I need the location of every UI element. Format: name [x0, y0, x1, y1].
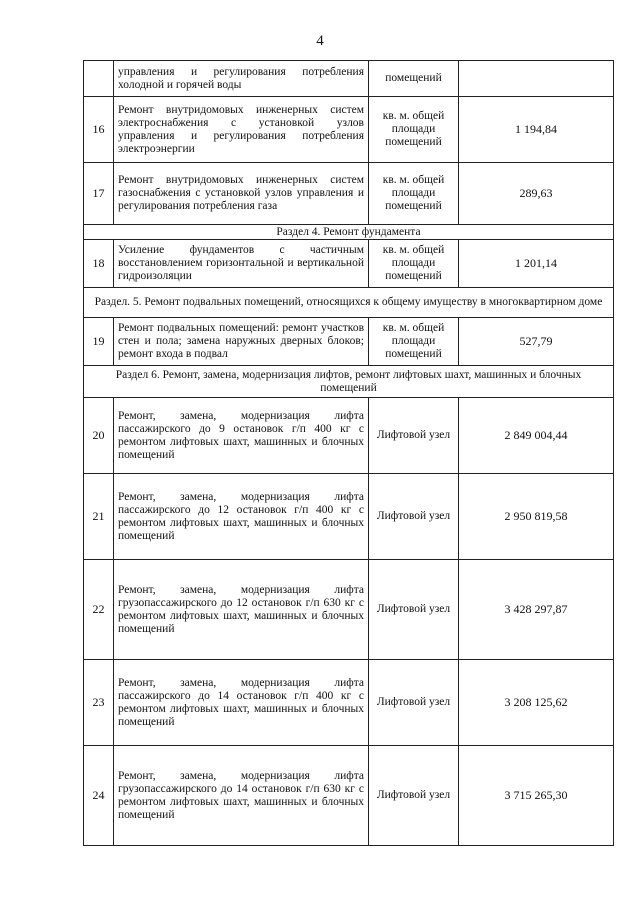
- table-row: [84, 240, 614, 288]
- row-number: 16: [84, 97, 114, 163]
- cost-value: 3 208 125,62: [459, 660, 614, 746]
- work-description: Ремонт, замена, модернизация лифта пассажирского до 12 остановок г/п 400 кг с ремонтом лифтовых шахт, машинных и блочных помещений: [114, 474, 369, 560]
- cost-value: 1 201,14: [459, 240, 614, 288]
- unit-of-measure: кв. м. общей площади помещений: [369, 240, 459, 288]
- row-number: 24: [84, 746, 114, 846]
- row-number: 18: [84, 240, 114, 288]
- page-number: 4: [316, 33, 324, 49]
- cost-value: 527,79: [459, 318, 614, 366]
- cost-value: 2 950 819,58: [459, 474, 614, 560]
- unit-of-measure: помещений: [369, 61, 459, 97]
- table-row: [84, 318, 614, 366]
- work-description: Усиление фундаментов с частичным восстановлением горизонтальной и вертикальной гидроизоляции: [114, 240, 369, 288]
- table-row: [84, 163, 614, 225]
- cost-value: 3 715 265,30: [459, 746, 614, 846]
- row-number: 21: [84, 474, 114, 560]
- unit-of-measure: кв. м. общей площади помещений: [369, 318, 459, 366]
- work-description: Ремонт, замена, модернизация лифта пассажирского до 14 остановок г/п 400 кг с ремонтом лифтовых шахт, машинных и блочных помещений: [114, 660, 369, 746]
- cost-value: 1 194,84: [459, 97, 614, 163]
- section-heading: Раздел. 5. Ремонт подвальных помещений, относящихся к общему имуществу в многоквартирном доме: [84, 288, 614, 318]
- table-row: [84, 660, 614, 746]
- row-number: 22: [84, 560, 114, 660]
- work-description: управления и регулирования потребления холодной и горячей воды: [114, 61, 369, 97]
- cost-value: 2 849 004,44: [459, 398, 614, 474]
- unit-of-measure: кв. м. общей площади помещений: [369, 97, 459, 163]
- row-number: 20: [84, 398, 114, 474]
- section-row: [84, 366, 614, 398]
- table-row: [84, 746, 614, 846]
- section-row: [84, 288, 614, 318]
- unit-of-measure: Лифтовой узел: [369, 560, 459, 660]
- section-row: [84, 225, 614, 240]
- work-description: Ремонт, замена, модернизация лифта пассажирского до 9 остановок г/п 400 кг с ремонтом лифтовых шахт, машинных и блочных помещений: [114, 398, 369, 474]
- unit-of-measure: кв. м. общей площади помещений: [369, 163, 459, 225]
- table-row: [84, 61, 614, 97]
- cost-value: [459, 61, 614, 97]
- work-description: Ремонт внутридомовых инженерных систем электроснабжения с установкой узлов управления и регулирования потребления электроэнергии: [114, 97, 369, 163]
- row-number: 23: [84, 660, 114, 746]
- work-types-table: [83, 60, 614, 846]
- table-row: [84, 474, 614, 560]
- work-description: Ремонт подвальных помещений: ремонт участков стен и пола; замена наружных дверных блоков; ремонт входа в подвал: [114, 318, 369, 366]
- section-heading: Раздел 4. Ремонт фундамента: [84, 225, 614, 240]
- unit-of-measure: Лифтовой узел: [369, 398, 459, 474]
- work-description: Ремонт, замена, модернизация лифта грузопассажирского до 12 остановок г/п 630 кг с ремонтом лифтовых шахт, машинных и блочных помещений: [114, 560, 369, 660]
- row-number: 17: [84, 163, 114, 225]
- table-row: [84, 560, 614, 660]
- unit-of-measure: Лифтовой узел: [369, 660, 459, 746]
- unit-of-measure: Лифтовой узел: [369, 474, 459, 560]
- table-row: [84, 398, 614, 474]
- work-description: Ремонт внутридомовых инженерных систем газоснабжения с установкой узлов управления и регулирования потребления газа: [114, 163, 369, 225]
- work-description: Ремонт, замена, модернизация лифта грузопассажирского до 14 остановок г/п 630 кг с ремонтом лифтовых шахт, машинных и блочных помещений: [114, 746, 369, 846]
- table-row: [84, 97, 614, 163]
- row-number: 19: [84, 318, 114, 366]
- section-heading: Раздел 6. Ремонт, замена, модернизация лифтов, ремонт лифтовых шахт, машинных и блочных помещений: [84, 366, 614, 398]
- cost-value: 3 428 297,87: [459, 560, 614, 660]
- row-number: [84, 61, 114, 97]
- cost-value: 289,63: [459, 163, 614, 225]
- unit-of-measure: Лифтовой узел: [369, 746, 459, 846]
